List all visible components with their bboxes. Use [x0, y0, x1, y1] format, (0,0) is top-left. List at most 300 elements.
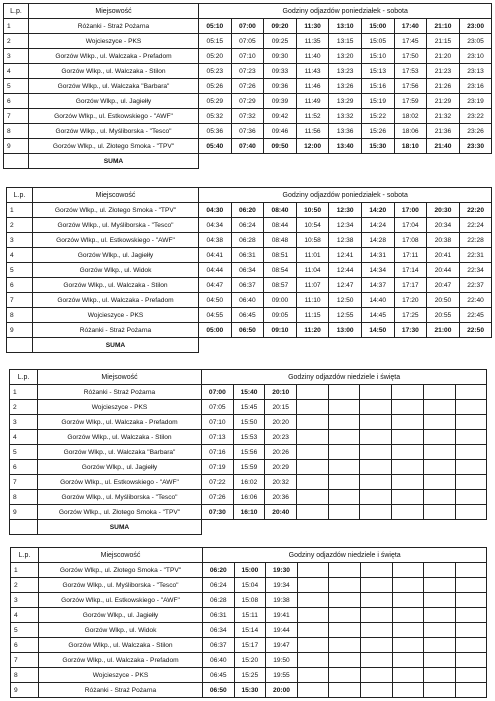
empty-cell [424, 653, 456, 668]
empty-cell [328, 415, 360, 430]
departure-time: 15:00 [234, 563, 266, 578]
empty-cell [455, 385, 487, 400]
row-number: 5 [4, 79, 29, 94]
departure-time: 13:26 [329, 79, 362, 94]
empty-cell [455, 578, 487, 593]
empty-cell [424, 593, 456, 608]
stop-name: Gorzów Wlkp., ul. Walczaka - Stilon [39, 638, 203, 653]
empty-cell [360, 430, 392, 445]
departure-time: 12:41 [329, 248, 362, 263]
stop-name: Gorzów Wlkp., ul. Myśliborska - "Tesco" [38, 490, 202, 505]
empty-cell [392, 563, 424, 578]
empty-cell [392, 623, 424, 638]
row-number: 7 [10, 475, 38, 490]
row-number: 7 [4, 109, 29, 124]
departure-time: 06:28 [203, 593, 235, 608]
stop-name: Gorzów Wlkp., ul. Jagiełły [38, 460, 202, 475]
departure-time: 23:19 [459, 94, 492, 109]
departure-time: 04:30 [199, 203, 232, 218]
table-row [10, 445, 487, 460]
departure-time: 05:20 [199, 49, 232, 64]
stop-name: Gorzów Wlkp., ul. Estkowskiego - "AWF" [39, 593, 203, 608]
departure-time: 20:20 [265, 415, 297, 430]
departure-time: 15:45 [233, 400, 265, 415]
stop-name: Gorzów Wlkp., ul. Złotego Smoka - "TPV" [33, 203, 199, 218]
departure-time: 09:20 [264, 19, 297, 34]
departure-time: 22:40 [459, 293, 492, 308]
empty-cell [455, 415, 487, 430]
row-number: 6 [7, 278, 33, 293]
departure-time: 13:23 [329, 64, 362, 79]
row-number: 1 [4, 19, 29, 34]
departure-time: 08:57 [264, 278, 297, 293]
departure-time: 07:36 [231, 124, 264, 139]
departure-time: 20:55 [427, 308, 460, 323]
departure-time: 14:20 [361, 203, 394, 218]
departure-time: 15:59 [233, 460, 265, 475]
departure-time: 04:34 [199, 218, 232, 233]
empty-cell [392, 683, 424, 698]
stop-name: Gorzów Wlkp., ul. Jagiełły [39, 608, 203, 623]
table-row [7, 203, 492, 218]
empty-cell [392, 415, 424, 430]
stop-name: Gorzów Wlkp., ul. Walczaka - Prefadom [29, 49, 199, 64]
empty-cell [360, 490, 392, 505]
empty-cell [424, 668, 456, 683]
lp-header: L.p. [7, 188, 33, 203]
empty-cell [360, 400, 392, 415]
stop-name: Gorzów Wlkp., ul. Złotego Smoka - "TPV" [29, 139, 199, 154]
table-row [7, 308, 492, 323]
stop-name: Różanki - Straż Pożarna [38, 385, 202, 400]
departure-time: 15:26 [361, 124, 394, 139]
departure-time: 05:26 [199, 79, 232, 94]
empty-cell [202, 520, 234, 535]
place-header: Miejscowość [33, 188, 199, 203]
empty-cell [360, 475, 392, 490]
departure-time: 11:52 [296, 109, 329, 124]
summary-lp [10, 520, 38, 535]
departure-time: 15:11 [234, 608, 266, 623]
table-row [4, 109, 492, 124]
departure-time: 21:29 [427, 94, 460, 109]
empty-cell [297, 385, 329, 400]
departure-time: 20:40 [265, 505, 297, 520]
departure-time: 20:23 [265, 430, 297, 445]
departure-time: 17:04 [394, 218, 427, 233]
departure-time: 20:34 [427, 218, 460, 233]
table-row [4, 94, 492, 109]
empty-cell [392, 578, 424, 593]
empty-cell [360, 505, 392, 520]
empty-cell [328, 475, 360, 490]
departure-time: 06:31 [231, 248, 264, 263]
table-row [10, 400, 487, 415]
empty-cell [297, 460, 329, 475]
empty-cell [360, 608, 392, 623]
empty-cell [392, 400, 424, 415]
stop-name: Gorzów Wlkp., ul. Jagiełły [29, 94, 199, 109]
departure-time: 15:30 [234, 683, 266, 698]
departure-time: 15:04 [234, 578, 266, 593]
empty-cell [360, 683, 392, 698]
empty-cell [459, 154, 492, 169]
departure-time: 06:34 [231, 263, 264, 278]
departure-time: 20:15 [265, 400, 297, 415]
timetable-body [10, 370, 487, 535]
departure-time: 17:08 [394, 233, 427, 248]
departure-time: 04:47 [199, 278, 232, 293]
departure-time: 17:00 [394, 203, 427, 218]
empty-cell [199, 154, 232, 169]
departure-time: 13:40 [329, 139, 362, 154]
stop-name: Wojcieszyce - PKS [29, 34, 199, 49]
empty-cell [328, 400, 360, 415]
departure-time: 06:37 [203, 638, 235, 653]
departure-time: 21:20 [427, 49, 460, 64]
table-row [11, 593, 487, 608]
table-row [4, 79, 492, 94]
stop-name: Różanki - Straż Pożarna [29, 19, 199, 34]
header-row [10, 370, 487, 385]
table-row [10, 505, 487, 520]
timetable-body [7, 188, 492, 353]
row-number: 2 [7, 218, 33, 233]
empty-cell [360, 578, 392, 593]
departure-time: 11:07 [296, 278, 329, 293]
departure-time: 10:54 [296, 218, 329, 233]
table-row [4, 139, 492, 154]
empty-cell [231, 338, 264, 353]
departure-time: 07:05 [231, 34, 264, 49]
departure-time: 11:46 [296, 79, 329, 94]
empty-cell [455, 490, 487, 505]
departure-time: 13:20 [329, 49, 362, 64]
empty-cell [297, 415, 329, 430]
departure-time: 08:51 [264, 248, 297, 263]
departure-time: 16:02 [233, 475, 265, 490]
empty-cell [361, 338, 394, 353]
departure-time: 19:44 [266, 623, 298, 638]
departure-time: 07:13 [202, 430, 234, 445]
departure-time: 22:50 [459, 323, 492, 338]
table-row [11, 563, 487, 578]
row-number: 5 [11, 623, 39, 638]
departure-time: 08:40 [264, 203, 297, 218]
stop-name: Gorzów Wlkp., ul. Złotego Smoka - "TPV" [38, 505, 202, 520]
departure-time: 23:10 [459, 49, 492, 64]
empty-cell [427, 154, 460, 169]
table-row [4, 64, 492, 79]
departure-time: 11:20 [296, 323, 329, 338]
empty-cell [423, 520, 455, 535]
row-number: 2 [11, 578, 39, 593]
empty-cell [296, 338, 329, 353]
row-number: 8 [4, 124, 29, 139]
row-number: 9 [10, 505, 38, 520]
empty-cell [423, 460, 455, 475]
departure-time: 18:10 [394, 139, 427, 154]
empty-cell [455, 653, 487, 668]
departure-time: 11:30 [296, 19, 329, 34]
holiday-timetable-to-city [9, 369, 487, 535]
lp-header: L.p. [4, 4, 29, 19]
header-row [4, 4, 492, 19]
empty-cell [424, 638, 456, 653]
departure-time: 06:20 [203, 563, 235, 578]
departure-time: 06:45 [203, 668, 235, 683]
empty-cell [360, 623, 392, 638]
departure-time: 05:29 [199, 94, 232, 109]
departure-time: 15:13 [361, 64, 394, 79]
row-number: 1 [11, 563, 39, 578]
stop-name: Gorzów Wlkp., ul. Złotego Smoka - "TPV" [39, 563, 203, 578]
departure-time: 20:00 [266, 683, 298, 698]
departure-time: 11:49 [296, 94, 329, 109]
departure-time: 22:28 [459, 233, 492, 248]
departure-time: 09:46 [264, 124, 297, 139]
departure-time: 08:48 [264, 233, 297, 248]
empty-cell [328, 385, 360, 400]
departure-time: 05:36 [199, 124, 232, 139]
table-row [7, 263, 492, 278]
stop-name: Gorzów Wlkp., ul. Walczaka "Barbara" [38, 445, 202, 460]
departure-time: 06:37 [231, 278, 264, 293]
empty-cell [297, 505, 329, 520]
departure-time: 14:40 [361, 293, 394, 308]
departure-time: 19:34 [266, 578, 298, 593]
departure-time: 16:06 [233, 490, 265, 505]
table-row [7, 293, 492, 308]
departure-time: 21:10 [427, 19, 460, 34]
departure-time: 07:05 [202, 400, 234, 415]
departure-time: 05:23 [199, 64, 232, 79]
row-number: 9 [11, 683, 39, 698]
table-row [7, 278, 492, 293]
stop-name: Gorzów Wlkp., ul. Walczaka - Prefadom [33, 293, 199, 308]
empty-cell [297, 520, 329, 535]
empty-cell [264, 154, 297, 169]
stop-name: Gorzów Wlkp., ul. Myśliborska - "Tesco" [33, 218, 199, 233]
row-number: 8 [10, 490, 38, 505]
departure-time: 13:36 [329, 124, 362, 139]
departure-time: 06:50 [231, 323, 264, 338]
departure-time: 09:25 [264, 34, 297, 49]
row-number: 8 [11, 668, 39, 683]
empty-cell [455, 460, 487, 475]
table-row [10, 490, 487, 505]
empty-cell [455, 505, 487, 520]
departure-time: 22:45 [459, 308, 492, 323]
table-row [10, 415, 487, 430]
departure-time: 17:56 [394, 79, 427, 94]
empty-cell [360, 415, 392, 430]
departure-time: 20:50 [427, 293, 460, 308]
departure-time: 13:29 [329, 94, 362, 109]
stop-name: Gorzów Wlkp., ul. Estkowskiego - "AWF" [33, 233, 199, 248]
departure-time: 12:34 [329, 218, 362, 233]
empty-cell [423, 505, 455, 520]
departure-time: 16:10 [233, 505, 265, 520]
empty-cell [424, 578, 456, 593]
table-row [10, 460, 487, 475]
times-header: Godziny odjazdów niedziele i święta [202, 370, 487, 385]
departure-time: 17:45 [394, 34, 427, 49]
departure-time: 07:26 [202, 490, 234, 505]
departure-time: 05:15 [199, 34, 232, 49]
departure-time: 21:00 [427, 323, 460, 338]
empty-cell [297, 400, 329, 415]
empty-cell [360, 563, 392, 578]
stop-name: Gorzów Wlkp., ul. Jagiełły [33, 248, 199, 263]
departure-time: 06:40 [231, 293, 264, 308]
row-number: 5 [7, 263, 33, 278]
departure-time: 07:00 [202, 385, 234, 400]
departure-time: 12:50 [329, 293, 362, 308]
departure-time: 15:30 [361, 139, 394, 154]
departure-time: 07:23 [231, 64, 264, 79]
table-row [11, 623, 487, 638]
departure-time: 21:26 [427, 79, 460, 94]
empty-cell [427, 338, 460, 353]
empty-cell [392, 638, 424, 653]
empty-cell [329, 154, 362, 169]
empty-cell [199, 338, 232, 353]
departure-time: 12:47 [329, 278, 362, 293]
departure-time: 08:54 [264, 263, 297, 278]
empty-cell [392, 505, 424, 520]
empty-cell [455, 608, 487, 623]
departure-time: 07:10 [231, 49, 264, 64]
departure-time: 17:50 [394, 49, 427, 64]
departure-time: 22:20 [459, 203, 492, 218]
empty-cell [328, 505, 360, 520]
empty-cell [455, 563, 487, 578]
departure-time: 07:10 [202, 415, 234, 430]
departure-time: 06:45 [231, 308, 264, 323]
departure-time: 05:00 [199, 323, 232, 338]
timetable-body [11, 548, 487, 698]
empty-cell [297, 638, 329, 653]
stop-name: Gorzów Wlkp., ul. Walczaka - Stilon [29, 64, 199, 79]
departure-time: 07:30 [202, 505, 234, 520]
departure-time: 22:37 [459, 278, 492, 293]
departure-time: 12:38 [329, 233, 362, 248]
row-number: 7 [11, 653, 39, 668]
departure-time: 13:10 [329, 19, 362, 34]
departure-time: 20:32 [265, 475, 297, 490]
weekday-timetable-from-city [6, 187, 492, 353]
empty-cell [329, 623, 361, 638]
empty-cell [423, 490, 455, 505]
stop-name: Gorzów Wlkp., ul. Myśliborska - "Tesco" [29, 124, 199, 139]
departure-time: 15:10 [361, 49, 394, 64]
empty-cell [265, 520, 297, 535]
departure-time: 22:34 [459, 263, 492, 278]
departure-time: 07:00 [231, 19, 264, 34]
empty-cell [392, 608, 424, 623]
empty-cell [297, 593, 329, 608]
table-row [4, 49, 492, 64]
stop-name: Wojcieszyce - PKS [38, 400, 202, 415]
departure-time: 11:56 [296, 124, 329, 139]
empty-cell [233, 520, 265, 535]
departure-time: 23:00 [459, 19, 492, 34]
departure-time: 09:30 [264, 49, 297, 64]
row-number: 3 [11, 593, 39, 608]
place-header: Miejscowość [39, 548, 203, 563]
departure-time: 07:19 [202, 460, 234, 475]
table-row [4, 19, 492, 34]
departure-time: 21:15 [427, 34, 460, 49]
departure-time: 18:06 [394, 124, 427, 139]
empty-cell [392, 520, 424, 535]
departure-time: 06:24 [203, 578, 235, 593]
departure-time: 09:33 [264, 64, 297, 79]
empty-cell [360, 593, 392, 608]
weekday-timetable-to-city [3, 3, 492, 169]
empty-cell [392, 385, 424, 400]
departure-time: 09:42 [264, 109, 297, 124]
empty-cell [360, 385, 392, 400]
empty-cell [329, 683, 361, 698]
empty-cell [394, 338, 427, 353]
table-row [11, 653, 487, 668]
stop-name: Gorzów Wlkp., ul. Widok [39, 623, 203, 638]
empty-cell [297, 623, 329, 638]
table-row [10, 385, 487, 400]
departure-time: 06:40 [203, 653, 235, 668]
stop-name: Gorzów Wlkp., ul. Myśliborska - "Tesco" [39, 578, 203, 593]
stop-name: Gorzów Wlkp., ul. Walczaka - Prefadom [38, 415, 202, 430]
departure-time: 17:53 [394, 64, 427, 79]
departure-time: 08:44 [264, 218, 297, 233]
departure-time: 12:55 [329, 308, 362, 323]
table-row [10, 430, 487, 445]
stop-name: Gorzów Wlkp., ul. Estkowskiego - "AWF" [38, 475, 202, 490]
departure-time: 14:50 [361, 323, 394, 338]
departure-time: 11:35 [296, 34, 329, 49]
departure-time: 07:32 [231, 109, 264, 124]
row-number: 6 [10, 460, 38, 475]
departure-time: 12:00 [296, 139, 329, 154]
departure-time: 09:00 [264, 293, 297, 308]
empty-cell [360, 520, 392, 535]
empty-cell [392, 430, 424, 445]
table-row [11, 608, 487, 623]
empty-cell [459, 338, 492, 353]
departure-time: 20:47 [427, 278, 460, 293]
departure-time: 06:20 [231, 203, 264, 218]
empty-cell [360, 445, 392, 460]
departure-time: 07:26 [231, 79, 264, 94]
stop-name: Wojcieszyce - PKS [33, 308, 199, 323]
row-number: 7 [7, 293, 33, 308]
header-row [7, 188, 492, 203]
summary-lp [4, 154, 29, 169]
departure-time: 20:10 [265, 385, 297, 400]
header-row [11, 548, 487, 563]
summary-lp [7, 338, 33, 353]
empty-cell [297, 683, 329, 698]
departure-time: 11:01 [296, 248, 329, 263]
departure-time: 15:08 [234, 593, 266, 608]
empty-cell [297, 563, 329, 578]
departure-time: 11:40 [296, 49, 329, 64]
departure-time: 09:50 [264, 139, 297, 154]
empty-cell [329, 668, 361, 683]
table-row [7, 248, 492, 263]
